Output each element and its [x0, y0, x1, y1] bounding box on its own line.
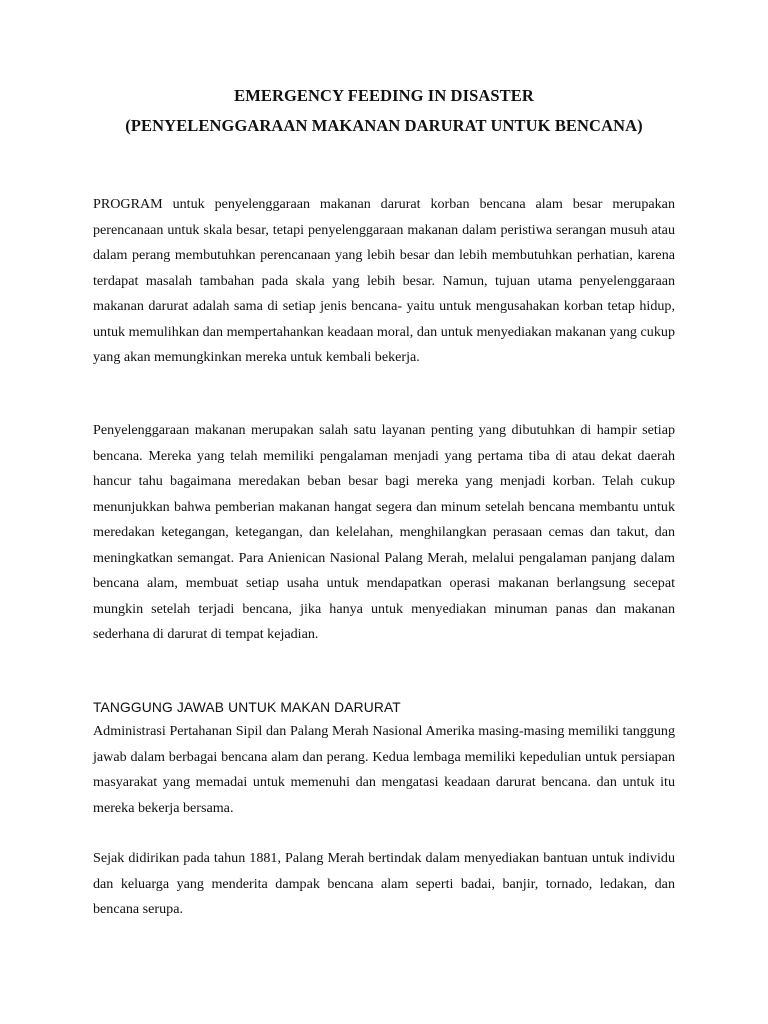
- paragraph-program: PROGRAM untuk penyelenggaraan makanan darurat korban bencana alam besar merupakan perencanaan untuk skala besar, tetapi penyelenggaraan makanan dalam peristiwa serangan musuh atau dalam perang membutuhkan perencanaan yang lebih besar dan lebih membutuhkan perhatian, karena terdapat masalah tambahan pada skala yang lebih besar. Namun, tujuan utama penyelenggaraan makanan darurat adalah sama di setiap jenis bencana- yaitu untuk mengusahakan korban tetap hidup, untuk memulihkan dan mempertahankan keadaan moral, dan untuk menyediakan makanan yang cukup yang akan memungkinkan mereka untuk kembali bekerja.: [93, 196, 675, 365]
- paragraph-sejak: Sejak didirikan pada tahun 1881, Palang Merah bertindak dalam menyediakan bantuan untuk individu dan keluarga yang menderita dampak bencana alam seperti badai, banjir, tornado, ledakan, dan bencana serupa.: [93, 850, 675, 917]
- document-title: EMERGENCY FEEDING IN DISASTER: [234, 86, 534, 105]
- document-subtitle: (PENYELENGGARAAN MAKANAN DARURAT UNTUK BENCANA): [125, 116, 643, 135]
- section-heading: TANGGUNG JAWAB UNTUK MAKAN DARURAT: [93, 700, 401, 715]
- paragraph-layanan: Penyelenggaraan makanan merupakan salah satu layanan penting yang dibutuhkan di hampir setiap bencana. Mereka yang telah memiliki pengalaman menjadi yang pertama tiba di atau dekat daerah hancur tahu bagaimana meredakan beban besar bagi mereka yang menjadi korban. Telah cukup menunjukkan bahwa pemberian makanan hangat segera dan minum setelah bencana membantu untuk meredakan ketegangan, ketegangan, dan kelelahan, menghilangkan perasaan cemas dan takut, dan meningkatkan semangat. Para Anienican Nasional Palang Merah, melalui pengalaman panjang dalam bencana alam, membuat setiap usaha untuk mendapatkan operasi makanan berlangsung secepat mungkin setelah terjadi bencana, jika hanya untuk menyediakan minuman panas dan makanan sederhana di darurat di tempat kejadian.: [93, 422, 675, 642]
- paragraph-administrasi: Administrasi Pertahanan Sipil dan Palang Merah Nasional Amerika masing-masing memiliki tanggung jawab dalam berbagai bencana alam dan perang. Kedua lembaga memiliki kepedulian untuk persiapan masyarakat yang memadai untuk memenuhi dan mengatasi keadaan darurat bencana. dan untuk itu mereka bekerja bersama.: [93, 723, 675, 816]
